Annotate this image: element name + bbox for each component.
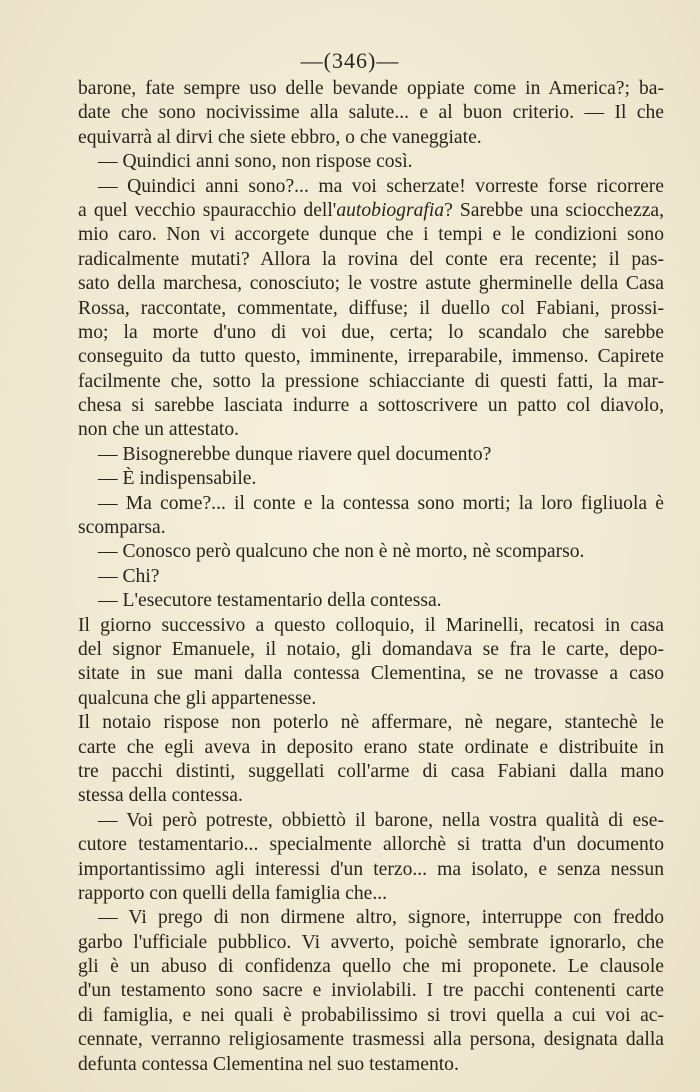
text-line: tre pacchi distinti, suggellati coll'arme di casa Fabiani dalla mano [78, 760, 664, 782]
text-line: radicalmente mutati? Allora la rovina del conte era recente; il pas- [78, 248, 664, 270]
text-line: — L'esecutore testamentario della contessa. [98, 590, 442, 612]
text-line: importantissimo agli interessi d'un terzo... ma isolato, e senza nessun [78, 858, 664, 880]
text-line: gli è un abuso di confidenza quello che mi proponete. Le clausole [78, 956, 664, 978]
text-line: Il giorno successivo a questo colloquio, il Marinelli, recatosi in casa [78, 614, 664, 636]
text-line: mo; la morte d'uno di voi due, certa; lo scandalo che sarebbe [78, 321, 664, 343]
text-line: chesa si sarebbe lasciata indurre a sottoscrivere un patto col diavolo, [78, 395, 664, 417]
text-line: — Voi però potreste, obbiettò il barone, nella vostra qualità di ese- [98, 809, 664, 831]
text-line: conseguito da tutto questo, imminente, irreparabile, immenso. Capirete [78, 346, 664, 368]
text-line: defunta contessa Clementina nel suo testamento. [78, 1053, 459, 1075]
text-line: a quel vecchio spauracchio dell'autobiografia? Sarebbe una sciocchezza, [78, 199, 664, 221]
text-line: facilmente che, sotto la pressione schiacciante di questi fatti, la mar- [78, 370, 664, 392]
text-line: del signor Emanuele, il notaio, gli domandava se fra le carte, depo- [78, 638, 664, 660]
text-line: Il notaio rispose non poterlo nè affermare, nè negare, stantechè le [78, 712, 664, 734]
text-line: cutore testamentario... specialmente allorchè si tratta d'un documento [78, 834, 664, 856]
text-line: — Vi prego di non dirmene altro, signore, interruppe con freddo [98, 907, 664, 929]
text-line: barone, fate sempre uso delle bevande oppiate come in America?; ba- [78, 78, 664, 99]
text-line: cennate, verranno religiosamente trasmessi alla persona, designata dalla [78, 1029, 664, 1051]
text-line: garbo l'ufficiale pubblico. Vi avverto, poichè sembrate ignorarlo, che [78, 931, 664, 953]
text-line: equivarrà al dirvi che siete ebbro, o che vaneggiate. [78, 126, 482, 148]
text-line: d'un testamento sono sacre e inviolabili. I tre pacchi contenenti carte [78, 980, 664, 1002]
text-line: — È indispensabile. [98, 468, 257, 490]
text-line: — Conosco però qualcuno che non è nè morto, nè scomparso. [98, 541, 585, 563]
text-line: sato della marchesa, conosciuto; le vostre astute gherminelle della Casa [78, 273, 664, 295]
page-body-text [78, 77, 664, 1077]
text-line: — Ma come?... il conte e la contessa sono morti; la loro figliuola è [98, 492, 664, 514]
italic-word: autobiografia [336, 199, 445, 221]
text-line: Rossa, raccontate, commentate, diffuse; il duello col Fabiani, prossi- [78, 297, 664, 319]
text-line: qualcuna che gli appartenesse. [78, 687, 317, 709]
text-line: stessa della contessa. [78, 785, 243, 807]
text-line: rapporto con quelli della famiglia che... [78, 882, 388, 904]
text-line: sitate in sue mani dalla contessa Clementina, se ne trovasse a caso [78, 663, 664, 685]
text-line: di famiglia, e nei quali è probabilissimo si trovi quella a cui voi ac- [78, 1004, 664, 1026]
text-line: — Chi? [98, 565, 160, 587]
text-line: mio caro. Non vi accorgete dunque che i tempi e le condizioni sono [78, 224, 664, 246]
text-line: — Bisognerebbe dunque riavere quel documento? [98, 443, 492, 465]
page-number-header: —(346)— [300, 48, 400, 73]
text-line: scomparsa. [78, 517, 166, 539]
text-line: — Quindici anni sono?... ma voi scherzate! vorreste forse ricorrere [98, 175, 664, 197]
text-line: carte che egli aveva in deposito erano state ordinate e distribuite in [78, 736, 664, 758]
text-line: date che sono nocivissime alla salute... e al buon criterio. — Il che [78, 102, 664, 124]
text-line: non che un attestato. [78, 419, 240, 441]
text-line: — Quindici anni sono, non rispose così. [98, 151, 413, 173]
